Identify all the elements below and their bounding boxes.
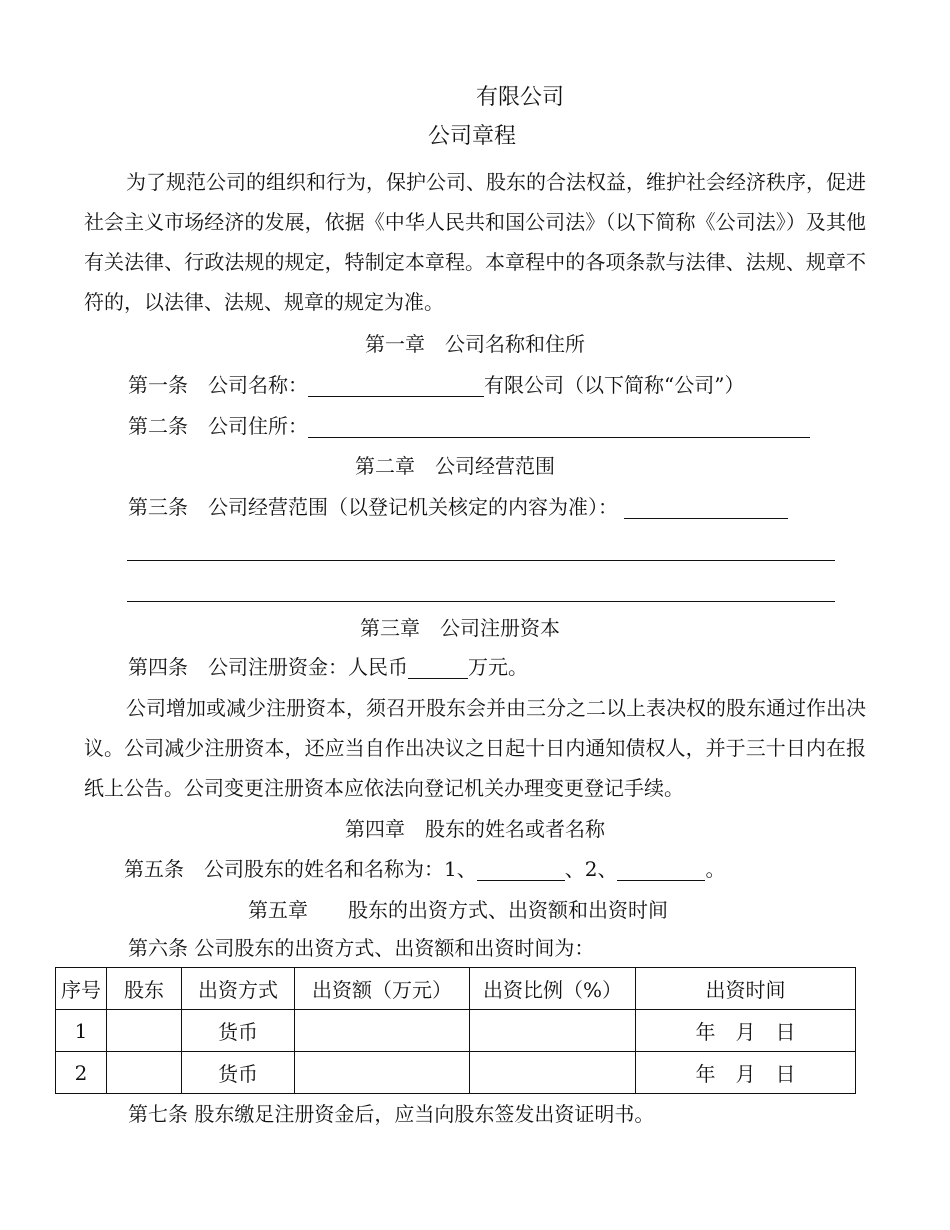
capital-change-paragraph: 公司增加或减少注册资本，须召开股东会并由三分之二以上表决权的股东通过作出决议。公司减少注册资本，还应当自作出决议之日起十日内通知债权人，并于三十日内在报纸上公告。公司变更注册资本应依法向登记机关办理变更登记手续。	[84, 696, 866, 800]
chapter-1-title: 第一章 公司名称和住所	[365, 332, 585, 356]
business-scope-line-3[interactable]	[127, 601, 835, 602]
chapter-2-title: 第二章 公司经营范围	[355, 454, 555, 478]
row-amount-cell[interactable]	[295, 1052, 470, 1094]
header-shareholder: 股东	[107, 968, 182, 1010]
row-date[interactable]: 年 月 日	[636, 1010, 856, 1052]
table-header-row	[56, 968, 856, 1010]
article-7: 第七条 股东缴足注册资金后，应当向股东签发出资证明书。	[128, 1102, 655, 1126]
registered-capital-blank[interactable]	[408, 656, 468, 679]
article-4-label: 第四条 公司注册资金：人民币	[128, 655, 408, 679]
article-5	[124, 857, 725, 881]
row-ratio-cell[interactable]	[470, 1052, 636, 1094]
document-title: 公司章程	[428, 124, 517, 149]
shareholder-2-blank[interactable]	[617, 858, 705, 881]
article-5-end: 。	[705, 857, 726, 881]
business-scope-line-2[interactable]	[127, 560, 835, 561]
company-name-suffix: 有限公司	[476, 85, 565, 110]
table-row	[56, 1052, 856, 1094]
article-2-label: 第二条 公司住所：	[128, 414, 308, 438]
business-scope-blank[interactable]	[624, 496, 788, 519]
preamble-paragraph: 为了规范公司的组织和行为，保护公司、股东的合法权益，维护社会经济秩序，促进社会主义市场经济的发展，依据《中华人民共和国公司法》（以下简称《公司法》）及其他有关法律、行政法规的规定，特制定本章程。本章程中的各项条款与法律、法规、规章不符的，以法律、法规、规章的规定为准。	[84, 170, 866, 314]
header-method: 出资方式	[182, 968, 295, 1010]
chapter-4-title: 第四章 股东的姓名或者名称	[345, 817, 605, 841]
article-4-suffix: 万元。	[468, 655, 528, 679]
row-ratio-cell[interactable]	[470, 1010, 636, 1052]
shareholder-1-blank[interactable]	[477, 858, 565, 881]
header-time: 出资时间	[636, 968, 856, 1010]
table-row	[56, 1010, 856, 1052]
article-3	[128, 495, 788, 519]
row-method: 货币	[182, 1010, 295, 1052]
article-2	[128, 414, 810, 438]
row-no: 1	[56, 1010, 107, 1052]
article-5-mid: 、2、	[564, 857, 618, 881]
capital-contribution-table	[55, 967, 856, 1094]
article-6: 第六条 公司股东的出资方式、出资额和出资时间为：	[128, 936, 595, 960]
chapter-5-title: 第五章 股东的出资方式、出资额和出资时间	[248, 898, 668, 922]
row-shareholder-cell[interactable]	[107, 1010, 182, 1052]
article-3-label: 第三条 公司经营范围（以登记机关核定的内容为准）：	[128, 495, 618, 519]
company-name-blank[interactable]	[308, 374, 484, 397]
article-5-label: 第五条 公司股东的姓名和名称为：1、	[124, 857, 477, 881]
header-amount: 出资额（万元）	[295, 968, 470, 1010]
row-date[interactable]: 年 月 日	[636, 1052, 856, 1094]
row-method: 货币	[182, 1052, 295, 1094]
company-address-blank[interactable]	[308, 415, 810, 438]
chapter-3-title: 第三章 公司注册资本	[360, 616, 560, 640]
article-1	[128, 373, 744, 397]
article-1-label: 第一条 公司名称：	[128, 373, 308, 397]
article-1-suffix: 有限公司（以下简称“公司”）	[484, 373, 745, 397]
header-no: 序号	[56, 968, 107, 1010]
row-no: 2	[56, 1052, 107, 1094]
header-ratio: 出资比例（%）	[470, 968, 636, 1010]
row-amount-cell[interactable]	[295, 1010, 470, 1052]
article-4	[128, 655, 528, 679]
row-shareholder-cell[interactable]	[107, 1052, 182, 1094]
